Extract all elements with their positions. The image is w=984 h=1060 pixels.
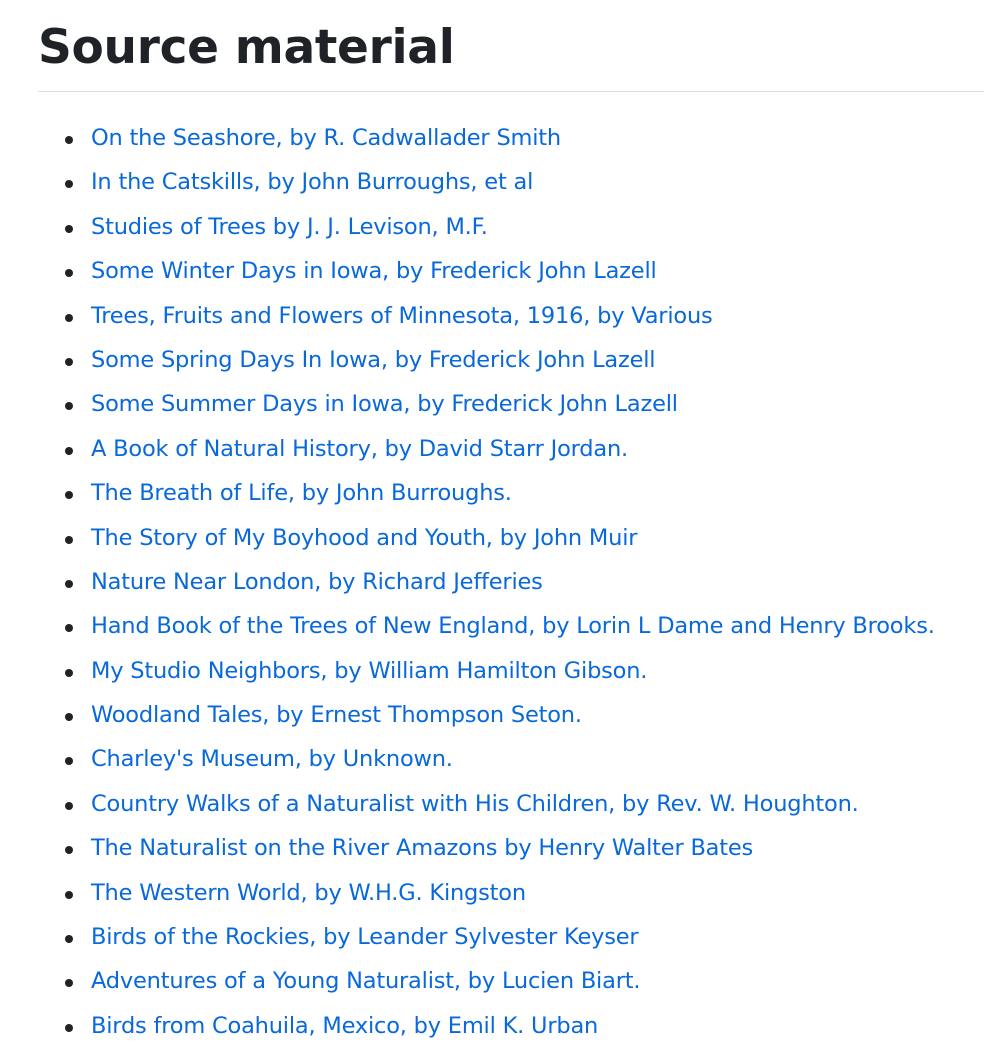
source-link[interactable]: The Western World, by W.H.G. Kingston [91, 879, 526, 906]
source-link[interactable]: The Breath of Life, by John Burroughs. [91, 480, 512, 507]
list-item [0, 294, 935, 338]
bullet-icon [65, 136, 73, 144]
bullet-icon [65, 580, 73, 588]
list-item [0, 516, 935, 560]
source-link[interactable]: Nature Near London, by Richard Jefferies [91, 568, 543, 595]
source-link[interactable]: Some Winter Days in Iowa, by Frederick John Lazell [91, 258, 657, 285]
bullet-icon [65, 1024, 73, 1032]
bullet-icon [65, 269, 73, 277]
source-link[interactable]: Trees, Fruits and Flowers of Minnesota, 1916, by Various [91, 302, 713, 329]
list-item [0, 737, 935, 781]
list-item [0, 826, 935, 870]
bullet-icon [65, 802, 73, 810]
source-link[interactable]: Country Walks of a Naturalist with His Children, by Rev. W. Houghton. [91, 790, 859, 817]
source-link[interactable]: The Naturalist on the River Amazons by Henry Walter Bates [91, 835, 754, 862]
list-item [0, 338, 935, 382]
bullet-icon [65, 180, 73, 188]
list-item [0, 382, 935, 426]
heading-divider [38, 91, 984, 92]
source-link[interactable]: A Book of Natural History, by David Starr Jordan. [91, 435, 628, 462]
source-link[interactable]: Adventures of a Young Naturalist, by Lucien Biart. [91, 968, 641, 995]
source-link[interactable]: Woodland Tales, by Ernest Thompson Seton. [91, 702, 582, 729]
list-item [0, 915, 935, 959]
source-link[interactable]: The Story of My Boyhood and Youth, by John Muir [91, 524, 638, 551]
bullet-icon [65, 536, 73, 544]
bullet-icon [65, 314, 73, 322]
list-item [0, 427, 935, 471]
list-item [0, 560, 935, 604]
list-item [0, 116, 935, 160]
source-link[interactable]: Studies of Trees by J. J. Levison, M.F. [91, 213, 488, 240]
bullet-icon [65, 669, 73, 677]
source-link[interactable]: Some Summer Days in Iowa, by Frederick John Lazell [91, 391, 678, 418]
bullet-icon [65, 491, 73, 499]
bullet-icon [65, 979, 73, 987]
list-item [0, 1004, 935, 1048]
bullet-icon [65, 891, 73, 899]
list-item [0, 205, 935, 249]
source-link[interactable]: In the Catskills, by John Burroughs, et al [91, 169, 534, 196]
bullet-icon [65, 225, 73, 233]
source-link[interactable]: My Studio Neighbors, by William Hamilton Gibson. [91, 657, 648, 684]
source-list [0, 116, 935, 1048]
list-item [0, 160, 935, 204]
source-link[interactable]: Birds from Coahuila, Mexico, by Emil K. Urban [91, 1012, 599, 1039]
bullet-icon [65, 624, 73, 632]
list-item [0, 871, 935, 915]
list-item [0, 249, 935, 293]
bullet-icon [65, 935, 73, 943]
bullet-icon [65, 447, 73, 455]
source-link[interactable]: Birds of the Rockies, by Leander Sylvester Keyser [91, 924, 639, 951]
bullet-icon [65, 358, 73, 366]
source-link[interactable]: On the Seashore, by R. Cadwallader Smith [91, 125, 561, 151]
bullet-icon [65, 846, 73, 854]
list-item [0, 649, 935, 693]
source-link[interactable]: Some Spring Days In Iowa, by Frederick John Lazell [91, 346, 656, 373]
bullet-icon [65, 402, 73, 410]
bullet-icon [65, 713, 73, 721]
list-item [0, 604, 935, 648]
list-item [0, 471, 935, 515]
section-heading: Source material [38, 20, 455, 75]
list-item [0, 959, 935, 1003]
source-link[interactable]: Hand Book of the Trees of New England, by Lorin L Dame and Henry Brooks. [91, 613, 935, 640]
source-link[interactable]: Charley's Museum, by Unknown. [91, 746, 453, 773]
list-item [0, 693, 935, 737]
bullet-icon [65, 757, 73, 765]
list-item [0, 782, 935, 826]
